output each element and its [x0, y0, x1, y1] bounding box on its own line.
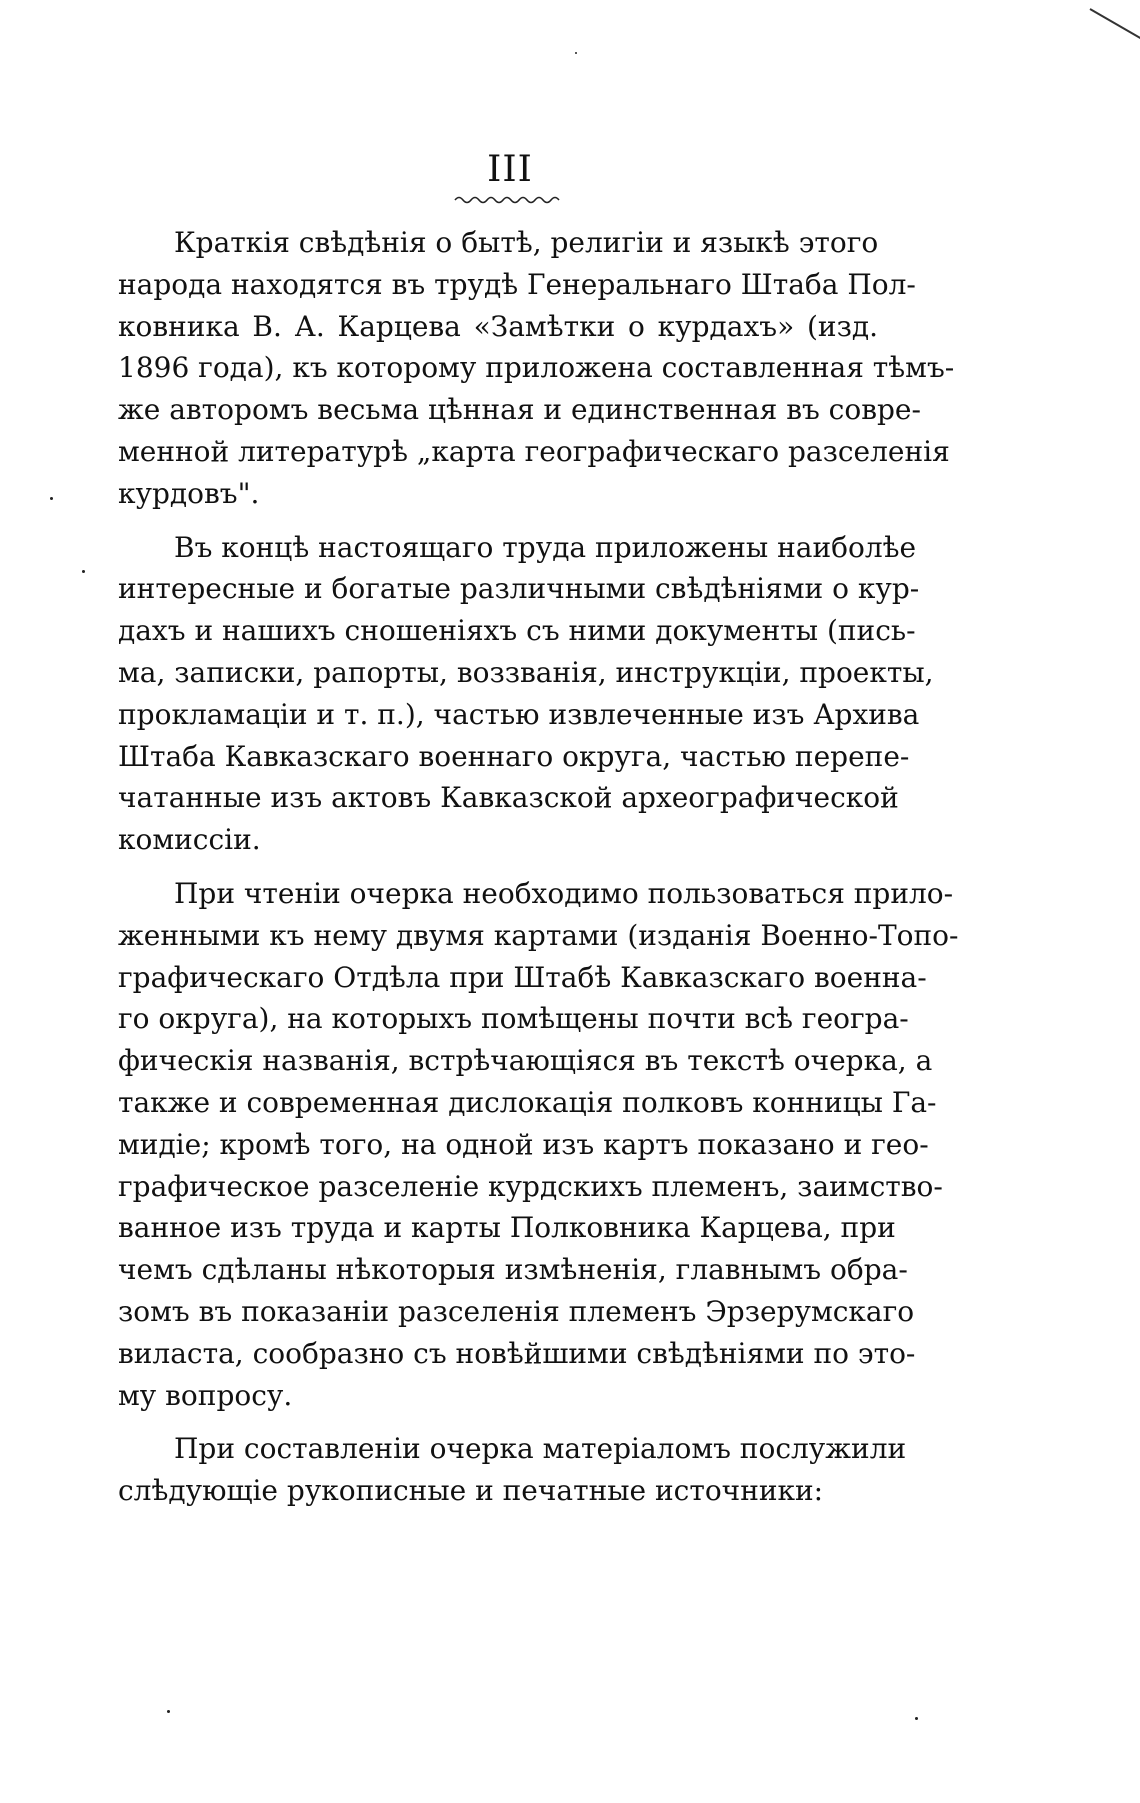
scan-speck — [50, 497, 53, 500]
text-line: слѣдующіе рукописные и печатные источники: — [118, 1474, 824, 1508]
scan-speck — [915, 1717, 918, 1720]
text-line: графическаго Отдѣла при Штабѣ Кавказскаго военна- — [118, 960, 927, 994]
body-text — [118, 222, 959, 1524]
scan-artifact-line — [1090, 8, 1140, 40]
text-line: менной литературѣ „карта географическаго разселенія — [118, 434, 950, 468]
text-line: 1896 года), къ которому приложена составленная тѣмъ- — [118, 351, 955, 385]
paragraph — [118, 527, 934, 861]
text-line: го округа), на которыхъ помѣщены почти всѣ геогра- — [118, 1002, 909, 1036]
text-line: интересные и богатые различными свѣдѣніями о кур- — [118, 572, 920, 606]
text-line: ма, записки, рапорты, воззванія, инструкціи, проекты, — [118, 655, 934, 689]
page-number: III — [487, 149, 533, 190]
text-line: Штаба Кавказскаго военнаго округа, частью перепе- — [118, 739, 910, 773]
text-line: же авторомъ весьма цѣнная и единственная въ совре- — [118, 393, 921, 427]
text-line: При чтеніи очерка необходимо пользоваться прило- — [174, 876, 954, 910]
text-line: зомъ въ показаніи разселенія племенъ Эрзерумскаго — [118, 1294, 915, 1328]
text-line: виласта, сообразно съ новѣйшими свѣдѣніями по это- — [118, 1336, 916, 1370]
scan-speck — [575, 52, 577, 54]
text-line: фическія названія, встрѣчающіяся въ текстѣ очерка, а — [118, 1044, 933, 1078]
text-line: ванное изъ труда и карты Полковника Карцева, при — [118, 1211, 896, 1245]
text-line: ковника В. А. Карцева «Замѣтки о курдахъ» (изд. — [118, 309, 878, 343]
text-line: также и современная дислокація полковъ конницы Га- — [118, 1085, 937, 1119]
text-line: дахъ и нашихъ сношеніяхъ съ ними документы (пись- — [118, 614, 916, 648]
wavy-rule-ornament — [453, 192, 563, 208]
text-line: При составленіи очерка матеріаломъ послужили — [174, 1432, 907, 1466]
text-line: Краткія свѣдѣнія о бытѣ, религіи и языкѣ этого — [174, 226, 879, 259]
text-line: народа находятся въ трудѣ Генеральнаго Штаба Пол- — [118, 267, 916, 301]
paragraph — [118, 222, 955, 515]
scan-speck — [82, 570, 85, 573]
text-line: чемъ сдѣланы нѣкоторыя измѣненія, главнымъ обра- — [118, 1253, 908, 1287]
text-line: курдовъ". — [118, 476, 260, 510]
text-line: чатанные изъ актовъ Кавказской археографической — [118, 781, 899, 815]
paragraph — [118, 873, 959, 1416]
text-line: женными къ нему двумя картами (изданія Военно-Топо- — [118, 918, 959, 952]
paragraph — [118, 1428, 907, 1512]
text-line: мидіе; кромѣ того, на одной изъ картъ показано и гео- — [118, 1127, 929, 1161]
scan-speck — [167, 1710, 170, 1713]
text-line: графическое разселеніе курдскихъ племенъ, заимство- — [118, 1169, 943, 1203]
text-line: Въ концѣ настоящаго труда приложены наиболѣе — [174, 530, 917, 564]
text-line: прокламаціи и т. п.), частью извлеченные изъ Архива — [118, 697, 920, 731]
text-line: комиссіи. — [118, 823, 261, 857]
text-line: му вопросу. — [118, 1378, 293, 1412]
